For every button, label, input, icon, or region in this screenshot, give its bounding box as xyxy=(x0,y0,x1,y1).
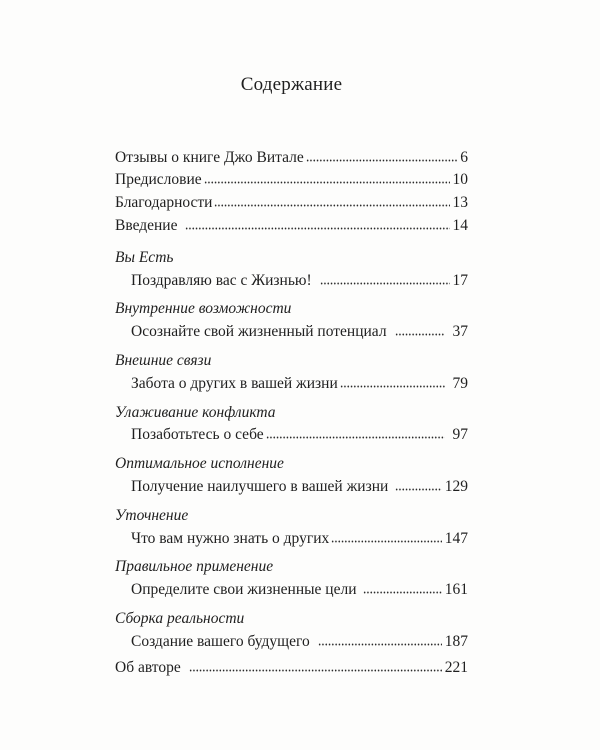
toc-entry-title: Об авторе xyxy=(115,658,181,676)
toc-entry-page: 13 xyxy=(452,194,468,212)
dot-leader xyxy=(395,481,441,491)
toc-entry-page: 97 xyxy=(452,426,468,444)
toc-section xyxy=(115,556,468,602)
toc-entry-title: Введение xyxy=(115,216,178,234)
toc-entry-title: Отзывы о книге Джо Витале xyxy=(115,148,304,166)
toc-section xyxy=(115,505,468,551)
toc-entry xyxy=(115,476,468,499)
toc-section-heading: Сборка реальности xyxy=(115,609,245,627)
toc-section-heading: Вы Есть xyxy=(115,248,174,266)
dot-leader xyxy=(340,378,445,388)
toc-entry-title: Забота о других в вашей жизни xyxy=(131,374,338,392)
dot-leader xyxy=(363,584,442,594)
toc-entry xyxy=(115,631,468,654)
toc-entry-title: Поздравляю вас с Жизнью! xyxy=(131,271,312,289)
dot-leader xyxy=(331,533,442,543)
toc-section xyxy=(115,350,468,396)
toc-entry-title: Позаботьтесь о себе xyxy=(131,426,264,444)
toc-section xyxy=(115,402,468,448)
toc-entry-title: Получение наилучшего в вашей жизни xyxy=(131,477,389,495)
toc-entry-page: 14 xyxy=(452,216,468,234)
toc-entry-title: Создание вашего будущего xyxy=(131,632,310,650)
toc-section-heading: Внешние связи xyxy=(115,351,212,369)
dot-leader xyxy=(214,197,449,207)
toc-section-heading: Уточнение xyxy=(115,506,189,524)
page-title: Содержание xyxy=(240,74,343,95)
toc-entry-page: 37 xyxy=(452,323,468,341)
toc-entry xyxy=(115,424,468,447)
toc-entry xyxy=(115,270,468,293)
toc-entry-page: 147 xyxy=(444,529,468,547)
toc-section xyxy=(115,247,468,293)
toc-section-heading: Улаживание конфликта xyxy=(115,403,276,421)
table-of-contents xyxy=(115,147,468,680)
toc-section-heading: Оптимальное исполнение xyxy=(115,455,284,473)
dot-leader xyxy=(189,662,442,672)
toc-entry xyxy=(115,169,468,192)
toc-section xyxy=(115,453,468,499)
toc-entry-page: 17 xyxy=(452,271,468,289)
toc-section xyxy=(115,608,468,654)
toc-entry xyxy=(115,215,468,238)
toc-entry xyxy=(115,657,468,680)
dot-leader xyxy=(320,275,450,285)
dot-leader xyxy=(395,326,445,336)
toc-entry-page: 161 xyxy=(444,581,468,599)
dot-leader xyxy=(306,152,458,162)
dot-leader xyxy=(185,220,449,230)
toc-entry-title: Благодарности xyxy=(115,194,213,212)
toc-entry xyxy=(115,321,468,344)
toc-entry-title: Осознайте свой жизненный потенциал xyxy=(131,323,387,341)
toc-section-heading: Правильное применение xyxy=(115,558,274,576)
dot-leader xyxy=(318,636,442,646)
toc-entry-page: 187 xyxy=(444,632,468,650)
toc-entry-page: 129 xyxy=(444,477,468,495)
toc-entry xyxy=(115,373,468,396)
toc-entry xyxy=(115,192,468,215)
toc-entry-title: Предисловие xyxy=(115,171,202,189)
toc-entry-title: Определите свои жизненные цели xyxy=(131,581,357,599)
dot-leader xyxy=(204,174,450,184)
toc-entry-title: Что вам нужно знать о других xyxy=(131,529,330,547)
toc-section-heading: Внутренние возможности xyxy=(115,300,292,318)
toc-entry-page: 10 xyxy=(452,171,468,189)
dot-leader xyxy=(266,429,445,439)
toc-entry-page: 79 xyxy=(452,374,468,392)
toc-entry-page: 6 xyxy=(460,148,468,166)
toc-section xyxy=(115,298,468,344)
toc-entry xyxy=(115,579,468,602)
toc-entry xyxy=(115,528,468,551)
toc-entry-page: 221 xyxy=(444,658,468,676)
toc-entry xyxy=(115,147,468,170)
